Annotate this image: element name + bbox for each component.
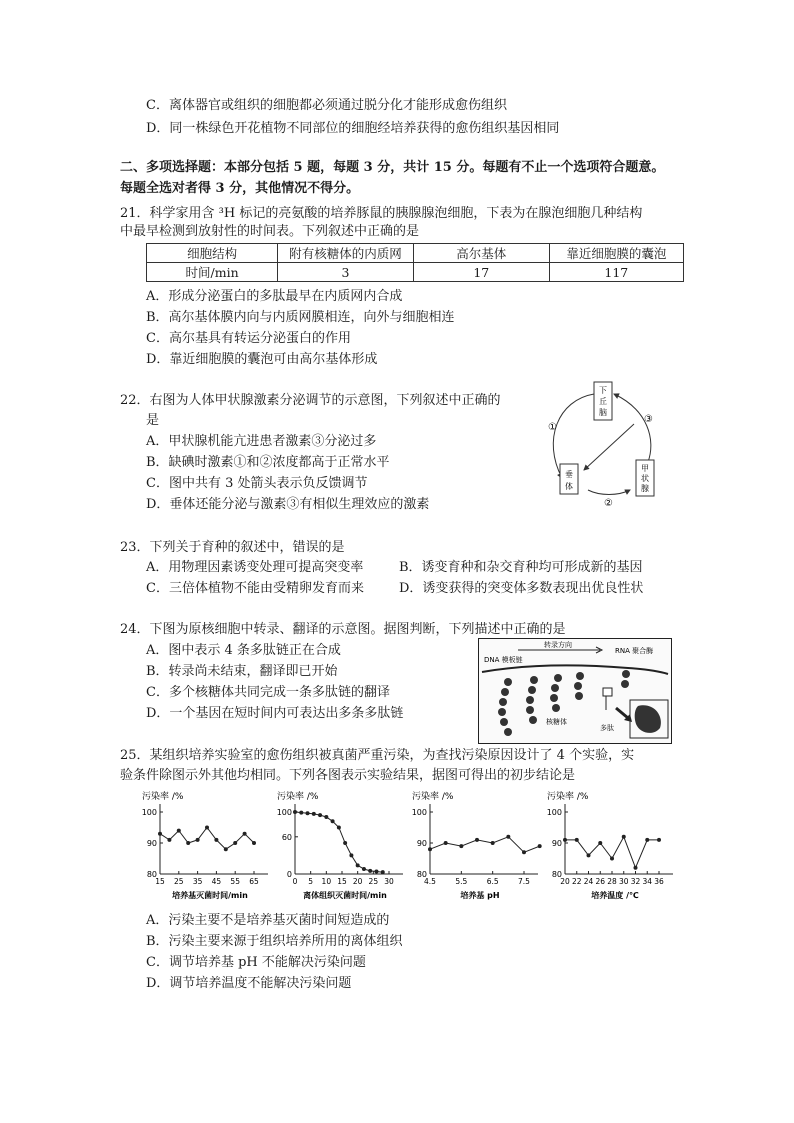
chart-1-point-9 bbox=[349, 853, 353, 857]
chart-3-xtick-label-3: 26 bbox=[595, 877, 606, 886]
chart-3-xtick-label-7: 34 bbox=[642, 877, 653, 886]
chart-1-ytick-label-0: 0 bbox=[286, 870, 292, 879]
chart-1-point-7 bbox=[337, 826, 341, 830]
chart-2-point-2 bbox=[459, 844, 463, 848]
chart-1-ylabel: 污染率 /% bbox=[277, 792, 319, 802]
transcription-direction-label: 转录方向 bbox=[544, 641, 572, 649]
q25-stem-2: 验条件除图示外其他均相同。下列各图表示实验结果，据图可得出的初步结论是 bbox=[120, 768, 576, 783]
chart-1-xtick-label-1: 5 bbox=[308, 877, 314, 886]
q21-option-d: D．靠近细胞膜的囊泡可由高尔基体形成 bbox=[146, 352, 378, 367]
chart-0-point-6 bbox=[214, 838, 218, 842]
chart-3-point-4 bbox=[610, 857, 614, 861]
transcription-translation-figure bbox=[478, 638, 672, 744]
chart-1-xtick-label-2: 10 bbox=[321, 877, 332, 886]
chart-0-point-3 bbox=[186, 841, 190, 845]
chart-0-xtick-label-3: 45 bbox=[211, 877, 222, 886]
chart-1-point-1 bbox=[299, 811, 303, 815]
q21-th-3: 靠近细胞膜的囊泡 bbox=[549, 244, 683, 263]
chart-1-point-3 bbox=[312, 812, 316, 816]
chart-1-series-line bbox=[295, 812, 383, 872]
hypothalamus-label-1: 下 bbox=[599, 386, 607, 395]
chart-2-ylabel: 污染率 /% bbox=[412, 792, 454, 802]
chart-2-ytick-label-0: 80 bbox=[416, 870, 427, 879]
chart-0-xtick-label-5: 65 bbox=[249, 877, 259, 886]
q24-option-c: C．多个核糖体共同完成一条多肽链的翻译 bbox=[146, 685, 390, 700]
chart-3-xtick-label-2: 24 bbox=[583, 877, 594, 886]
chart-2-point-5 bbox=[506, 835, 510, 839]
chart-0-ytick-label-2: 100 bbox=[141, 808, 157, 817]
chart-0-point-10 bbox=[252, 841, 256, 845]
q22-option-b: B．缺碘时激素①和②浓度都高于正常水平 bbox=[146, 455, 390, 470]
q20-option-c: C．离体器官或组织的细胞都必须通过脱分化才能形成愈伤组织 bbox=[146, 98, 507, 113]
q24-option-d: D．一个基因在短时间内可表达出多条多肽链 bbox=[146, 706, 404, 721]
pituitary-label-1: 垂 bbox=[565, 470, 573, 479]
ribosome-label: 核糖体 bbox=[546, 718, 567, 726]
chart-1-point-4 bbox=[318, 813, 322, 817]
q21-th-2: 高尔基体 bbox=[413, 244, 549, 263]
q23-option-c: C．三倍体植物不能由受精卵发育而来 bbox=[146, 581, 364, 596]
chart-1-xtick-label-4: 20 bbox=[352, 877, 363, 886]
chart-3-point-5 bbox=[622, 835, 626, 839]
chart-1-xlabel: 离体组织灭菌时间/min bbox=[303, 891, 387, 900]
chart-2-point-7 bbox=[538, 844, 542, 848]
q23-option-d: D．诱变获得的突变体多数表现出优良性状 bbox=[399, 581, 644, 596]
q25-stem-1: 25．某组织培养实验室的愈伤组织被真菌严重污染，为查找污染原因设计了 4 个实验，实 bbox=[120, 748, 635, 763]
q21-th-0: 细胞结构 bbox=[147, 244, 278, 263]
chart-3-xtick-label-0: 20 bbox=[560, 877, 570, 886]
q21-td-2: 17 bbox=[413, 263, 549, 282]
q21-th-1: 附有核糖体的内质网 bbox=[278, 244, 414, 263]
chart-0-point-8 bbox=[233, 841, 237, 845]
hormone-2-label: ② bbox=[604, 498, 613, 509]
dna-template-label: DNA 模板链 bbox=[484, 656, 523, 664]
chart-2-point-6 bbox=[522, 850, 526, 854]
chart-0-point-2 bbox=[177, 829, 181, 833]
chart-0-xlabel: 培养基灭菌时间/min bbox=[172, 891, 248, 900]
chart-1-xtick-label-0: 0 bbox=[292, 877, 298, 886]
contamination-charts bbox=[134, 790, 684, 908]
hormone-1-label: ① bbox=[548, 422, 557, 433]
thyroid-regulation-diagram bbox=[538, 380, 672, 510]
chart-1-xtick-label-3: 15 bbox=[337, 877, 347, 886]
chart-0-point-4 bbox=[196, 838, 200, 842]
chart-3-point-6 bbox=[634, 866, 638, 870]
q23-stem: 23．下列关于育种的叙述中，错误的是 bbox=[120, 540, 345, 555]
q25-option-b: B．污染主要来源于组织培养所用的离体组织 bbox=[146, 934, 403, 949]
chart-1-point-2 bbox=[306, 811, 310, 815]
q21-table-row bbox=[147, 263, 684, 282]
chart-3-point-0 bbox=[563, 838, 567, 842]
chart-2-point-3 bbox=[475, 838, 479, 842]
q21-option-a: A．形成分泌蛋白的多肽最早在内质网内合成 bbox=[146, 289, 403, 304]
chart-1-ytick-label-2: 100 bbox=[276, 808, 292, 817]
chart-1-point-5 bbox=[324, 815, 328, 819]
chart-2-xtick-label-1: 5.5 bbox=[455, 877, 468, 886]
q22-option-a: A．甲状腺机能亢进患者激素③分泌过多 bbox=[146, 434, 377, 449]
hypothalamus-label-2: 丘 bbox=[599, 397, 607, 406]
pituitary-label-2: 体 bbox=[565, 482, 573, 491]
chart-1-point-6 bbox=[331, 819, 335, 823]
rna-polymerase-label: RNA 聚合酶 bbox=[615, 647, 654, 655]
hormone-3-label: ③ bbox=[644, 414, 653, 425]
chart-2-xtick-label-3: 7.5 bbox=[518, 877, 530, 886]
chart-3-point-7 bbox=[645, 838, 649, 842]
chart-0-ytick-label-1: 90 bbox=[146, 839, 157, 848]
section-heading-2: 每题全选对者得 3 分，其他情况不得分。 bbox=[120, 181, 360, 196]
chart-3-xtick-label-8: 36 bbox=[654, 877, 664, 886]
q21-td-0: 时间/min bbox=[147, 263, 278, 282]
chart-1-point-10 bbox=[356, 863, 360, 867]
q20-option-d: D．同一株绿色开花植物不同部位的细胞经培养获得的愈伤组织基因相同 bbox=[146, 121, 560, 136]
chart-3-series-line bbox=[565, 837, 659, 868]
chart-3-point-8 bbox=[657, 838, 661, 842]
chart-0-point-0 bbox=[158, 832, 162, 836]
chart-1-point-0 bbox=[293, 810, 297, 814]
q21-stem-1: 21．科学家用含 ³H 标记的亮氨酸的培养豚鼠的胰腺腺泡细胞，下表为在腺泡细胞几种结构 bbox=[120, 206, 643, 221]
chart-1-point-12 bbox=[368, 869, 372, 873]
thyroid-label-2: 状 bbox=[641, 474, 649, 483]
chart-3-ytick-label-1: 90 bbox=[551, 839, 562, 848]
q21-td-1: 3 bbox=[278, 263, 414, 282]
chart-0-series-line bbox=[160, 828, 254, 850]
chart-3-ytick-label-2: 100 bbox=[546, 808, 562, 817]
q25-option-a: A．污染主要不是培养基灭菌时间短造成的 bbox=[146, 913, 390, 928]
chart-1-point-11 bbox=[362, 867, 366, 871]
chart-3-xtick-label-6: 32 bbox=[630, 877, 641, 886]
q21-td-3: 117 bbox=[549, 263, 683, 282]
q23-option-a: A．用物理因素诱变处理可提高突变率 bbox=[146, 560, 364, 575]
chart-3-point-1 bbox=[575, 838, 579, 842]
chart-0-point-1 bbox=[167, 838, 171, 842]
chart-0-xtick-label-1: 25 bbox=[174, 877, 184, 886]
q22-stem-1: 22．右图为人体甲状腺激素分泌调节的示意图，下列叙述中正确的 bbox=[120, 393, 501, 408]
chart-0-xtick-label-0: 15 bbox=[155, 877, 165, 886]
chart-2-ytick-label-1: 90 bbox=[416, 839, 427, 848]
chart-2-xlabel: 培养基 pH bbox=[460, 891, 500, 900]
chart-0-xtick-label-4: 55 bbox=[230, 877, 240, 886]
section-heading-1: 二、多项选择题：本部分包括 5 题，每题 3 分，共计 15 分。每题有不止一个选项符合题意。 bbox=[120, 160, 665, 175]
chart-1-point-8 bbox=[343, 841, 347, 845]
q23-option-b: B．诱变育种和杂交育种均可形成新的基因 bbox=[399, 560, 643, 575]
q21-table-header-row bbox=[147, 244, 684, 263]
thyroid-label-1: 甲 bbox=[641, 464, 649, 473]
chart-2-point-1 bbox=[444, 841, 448, 845]
chart-3-xtick-label-1: 22 bbox=[571, 877, 582, 886]
chart-0-point-9 bbox=[243, 832, 247, 836]
chart-3-ylabel: 污染率 /% bbox=[547, 792, 589, 802]
chart-2-xtick-label-2: 6.5 bbox=[486, 877, 499, 886]
q24-option-b: B．转录尚未结束，翻译即已开始 bbox=[146, 664, 338, 679]
q25-option-c: C．调节培养基 pH 不能解决污染问题 bbox=[146, 955, 366, 970]
chart-1-xtick-label-6: 30 bbox=[384, 877, 394, 886]
q22-option-d: D．垂体还能分泌与激素③有相似生理效应的激素 bbox=[146, 497, 430, 512]
chart-1-xtick-label-5: 25 bbox=[368, 877, 379, 886]
chart-2-xtick-label-0: 4.5 bbox=[424, 877, 436, 886]
q21-option-c: C．高尔基具有转运分泌蛋白的作用 bbox=[146, 331, 351, 346]
q21-table bbox=[146, 243, 684, 282]
chart-0-point-5 bbox=[205, 826, 209, 830]
q22-stem-2: 是 bbox=[146, 413, 160, 428]
chart-0-point-7 bbox=[224, 847, 228, 851]
peptide-label: 多肽 bbox=[600, 724, 614, 732]
chart-3-point-3 bbox=[598, 841, 602, 845]
chart-3-xtick-label-4: 28 bbox=[607, 877, 617, 886]
chart-0-xtick-label-2: 35 bbox=[192, 877, 203, 886]
q24-stem: 24．下图为原核细胞中转录、翻译的示意图。据图判断，下列描述中正确的是 bbox=[120, 622, 566, 637]
chart-0-ytick-label-0: 80 bbox=[146, 870, 157, 879]
chart-3-xtick-label-5: 30 bbox=[618, 877, 629, 886]
chart-0-ylabel: 污染率 /% bbox=[142, 792, 184, 802]
thyroid-label-3: 腺 bbox=[641, 484, 649, 493]
chart-1-point-14 bbox=[381, 870, 385, 874]
chart-3-ytick-label-0: 80 bbox=[551, 870, 562, 879]
q21-option-b: B．高尔基体膜内向与内质网膜相连，向外与细胞相连 bbox=[146, 310, 455, 325]
q21-stem-2: 中最早检测到放射性的时间表。下列叙述中正确的是 bbox=[120, 224, 420, 239]
hypothalamus-label-3: 脑 bbox=[599, 408, 607, 417]
q22-option-c: C．图中共有 3 处箭头表示负反馈调节 bbox=[146, 476, 368, 491]
chart-1-ytick-label-1: 60 bbox=[281, 832, 292, 842]
q24-option-a: A．图中表示 4 条多肽链正在合成 bbox=[146, 643, 341, 658]
chart-2-ytick-label-2: 100 bbox=[411, 808, 427, 817]
chart-3-point-2 bbox=[587, 853, 591, 857]
q25-option-d: D．调节培养温度不能解决污染问题 bbox=[146, 976, 352, 991]
chart-1-point-13 bbox=[374, 870, 378, 874]
chart-2-point-0 bbox=[428, 847, 432, 851]
chart-2-point-4 bbox=[491, 841, 495, 845]
chart-3-xlabel: 培养温度 /℃ bbox=[591, 891, 639, 900]
